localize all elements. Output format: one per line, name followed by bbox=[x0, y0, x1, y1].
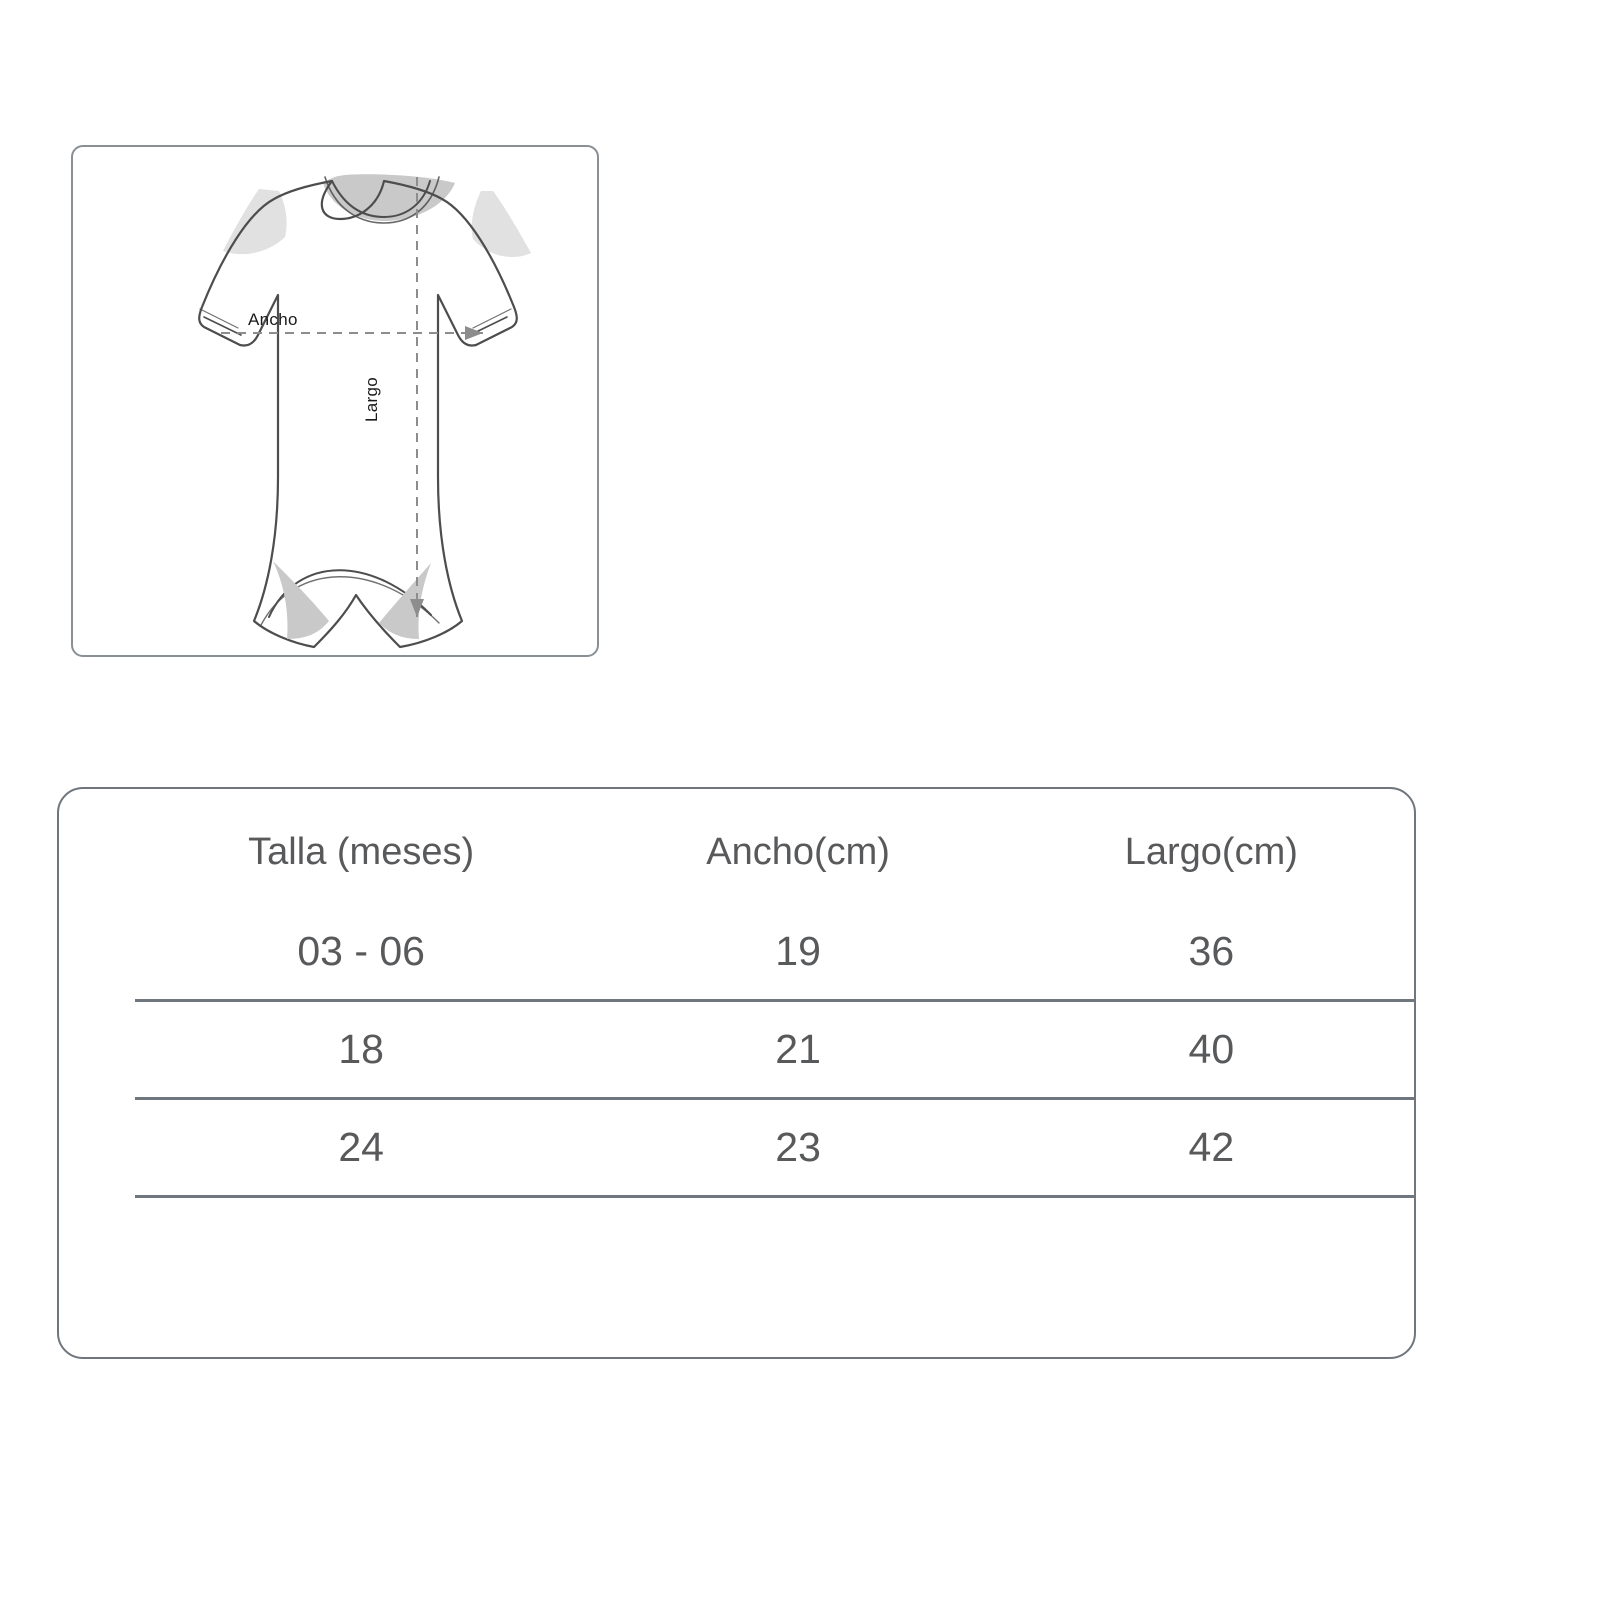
cell-largo: 42 bbox=[1009, 1099, 1414, 1197]
bodysuit-illustration-panel bbox=[71, 145, 599, 657]
table-row bbox=[59, 1099, 1414, 1197]
column-header-talla: Talla (meses) bbox=[248, 831, 475, 873]
row-spacer bbox=[59, 1099, 135, 1197]
column-header-ancho: Ancho(cm) bbox=[706, 831, 890, 873]
cell-talla: 18 bbox=[135, 1001, 588, 1099]
row-spacer bbox=[59, 1001, 135, 1099]
table-row bbox=[59, 904, 1414, 1001]
size-chart-panel bbox=[57, 787, 1416, 1359]
ancho-measure-label: Ancho bbox=[248, 310, 298, 329]
header-spacer bbox=[59, 789, 135, 904]
column-header-largo: Largo(cm) bbox=[1124, 831, 1298, 873]
cell-ancho: 23 bbox=[588, 1099, 1009, 1197]
cell-ancho: 19 bbox=[588, 904, 1009, 1001]
row-spacer bbox=[59, 904, 135, 1001]
cell-largo: 36 bbox=[1009, 904, 1414, 1001]
cell-largo: 40 bbox=[1009, 1001, 1414, 1099]
table-row bbox=[59, 1001, 1414, 1099]
cell-talla: 24 bbox=[135, 1099, 588, 1197]
table-header-row bbox=[59, 789, 1414, 904]
cell-ancho: 21 bbox=[588, 1001, 1009, 1099]
cell-talla: 03 - 06 bbox=[135, 904, 588, 1001]
size-chart-table bbox=[59, 789, 1414, 1198]
largo-measure-label: Largo bbox=[362, 377, 381, 422]
bodysuit-drawing bbox=[73, 147, 601, 659]
